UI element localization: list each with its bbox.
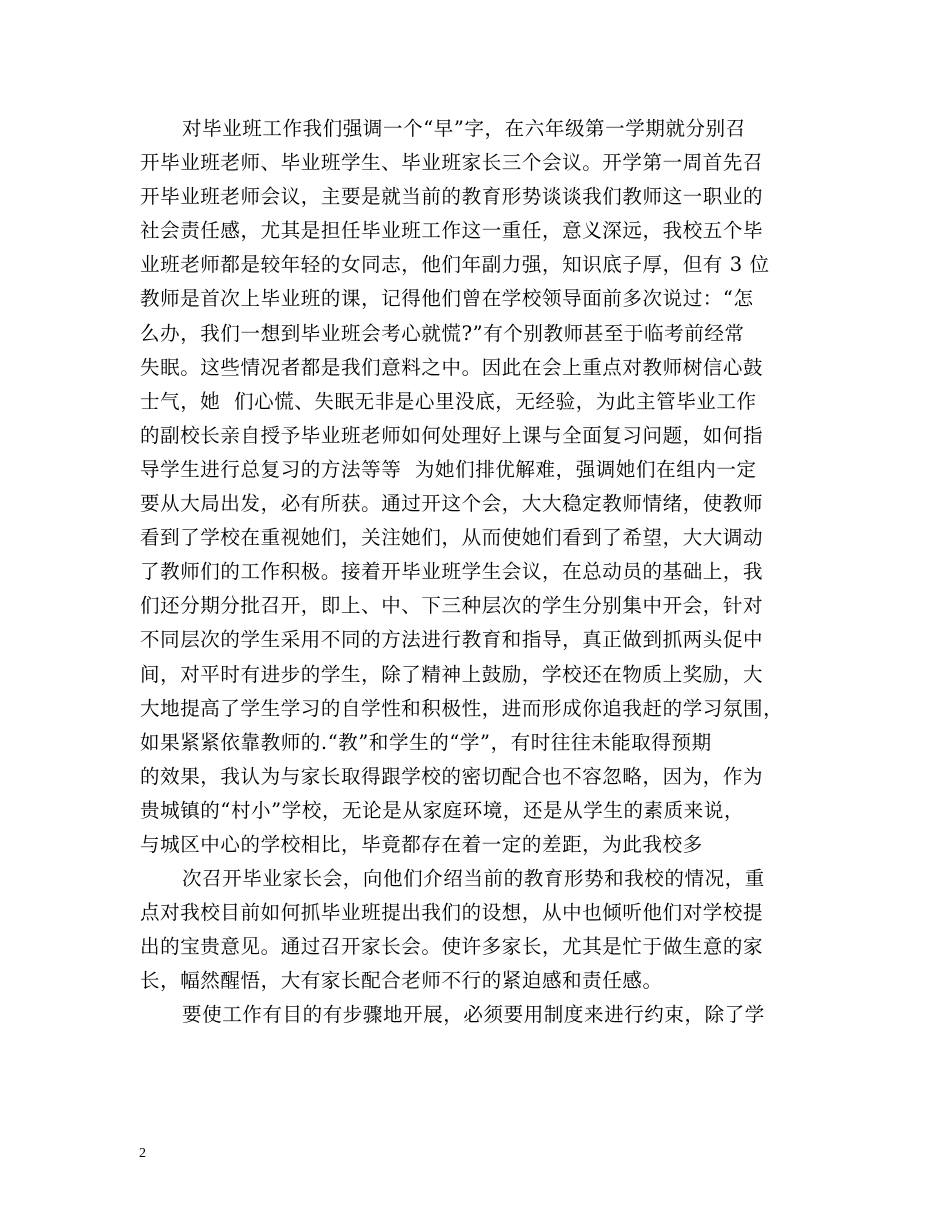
text-line: 与城区中心的学校相比，毕竟都存在着一定的差距，为此我校多	[140, 832, 703, 856]
text-line: 的效果，我认为与家长取得跟学校的密切配合也不容忽略，因为，作为	[140, 764, 764, 788]
text-line: 们还分期分批召开，即上、中、下三种层次的学生分别集中开会，针对	[140, 594, 764, 618]
paragraph-2	[140, 862, 820, 998]
body-text	[140, 112, 820, 1033]
text-line: 要使工作有目的有步骤地开展，必须要用制度来进行约束，除了学	[182, 1003, 765, 1027]
paragraph-1	[140, 112, 820, 862]
text-line: 间，对平时有进步的学生，除了精神上鼓励，学校还在物质上奖励，大	[140, 662, 764, 686]
text-line: 要从大局出发，必有所获。通过开这个会，大大稳定教师情绪，使教师	[140, 492, 764, 516]
text-line: 教师是首次上毕业班的课，记得他们曾在学校领导面前多次说过：“怎	[140, 287, 754, 311]
text-line: 贵城镇的“村小”学校，无论是从家庭环境，还是从学生的素质来说，	[140, 798, 745, 822]
text-line: 的副校长亲自授予毕业班老师如何处理好上课与全面复习问题，如何指	[140, 423, 764, 447]
text-line: 看到了学校在重视她们，关注她们，从而使她们看到了希望，大大调动	[140, 526, 764, 550]
text-line: 士气，她 们心慌、失眠无非是心里没底，无经验，为此主管毕业工作	[140, 389, 757, 413]
text-line: 点对我校目前如何抓毕业班提出我们的设想，从中也倾听他们对学校提	[140, 901, 764, 925]
text-line: 如果紧紧依靠教师的.“教”和学生的“学”，有时往往未能取得预期	[140, 730, 712, 754]
text-line: 大地提高了学生学习的自学性和积极性，进而形成你追我赶的学习氛围，	[140, 696, 784, 720]
text-line: 失眠。这些情况者都是我们意料之中。因此在会上重点对教师树信心鼓	[140, 355, 764, 379]
text-line: 对毕业班工作我们强调一个“早”字，在六年级第一学期就分别召	[182, 117, 746, 140]
text-line: 不同层次的学生采用不同的方法进行教育和指导，真正做到抓两头促中	[140, 628, 764, 652]
text-line: 长，幅然醒悟，大有家长配合老师不行的紧迫感和责任感。	[140, 969, 663, 993]
text-line: 社会责任感，尤其是担任毕业班工作这一重任，意义深远，我校五个毕	[140, 219, 764, 243]
text-line: 出的宝贵意见。通过召开家长会。使许多家长，尤其是忙于做生意的家	[140, 935, 764, 959]
paragraph-3	[140, 998, 820, 1032]
text-line: 业班老师都是较年轻的女同志，他们年副力强，知识底子厚，但有 3 位	[140, 253, 770, 277]
page-number: 2	[139, 1146, 146, 1161]
text-line: 开毕业班老师、毕业班学生、毕业班家长三个会议。开学第一周首先召	[140, 151, 764, 175]
text-line: 么办，我们一想到毕业班会考心就慌?”有个别教师甚至于临考前经常	[140, 321, 745, 345]
text-line: 次召开毕业家长会，向他们介绍当前的教育形势和我校的情况，重	[182, 867, 765, 891]
text-line: 导学生进行总复习的方法等等 为她们排优解难，强调她们在组内一定	[140, 457, 757, 481]
text-line: 开毕业班老师会议，主要是就当前的教育形势谈谈我们教师这一职业的	[140, 185, 764, 209]
text-line: 了教师们的工作积极。接着开毕业班学生会议，在总动员的基础上，我	[140, 560, 764, 584]
